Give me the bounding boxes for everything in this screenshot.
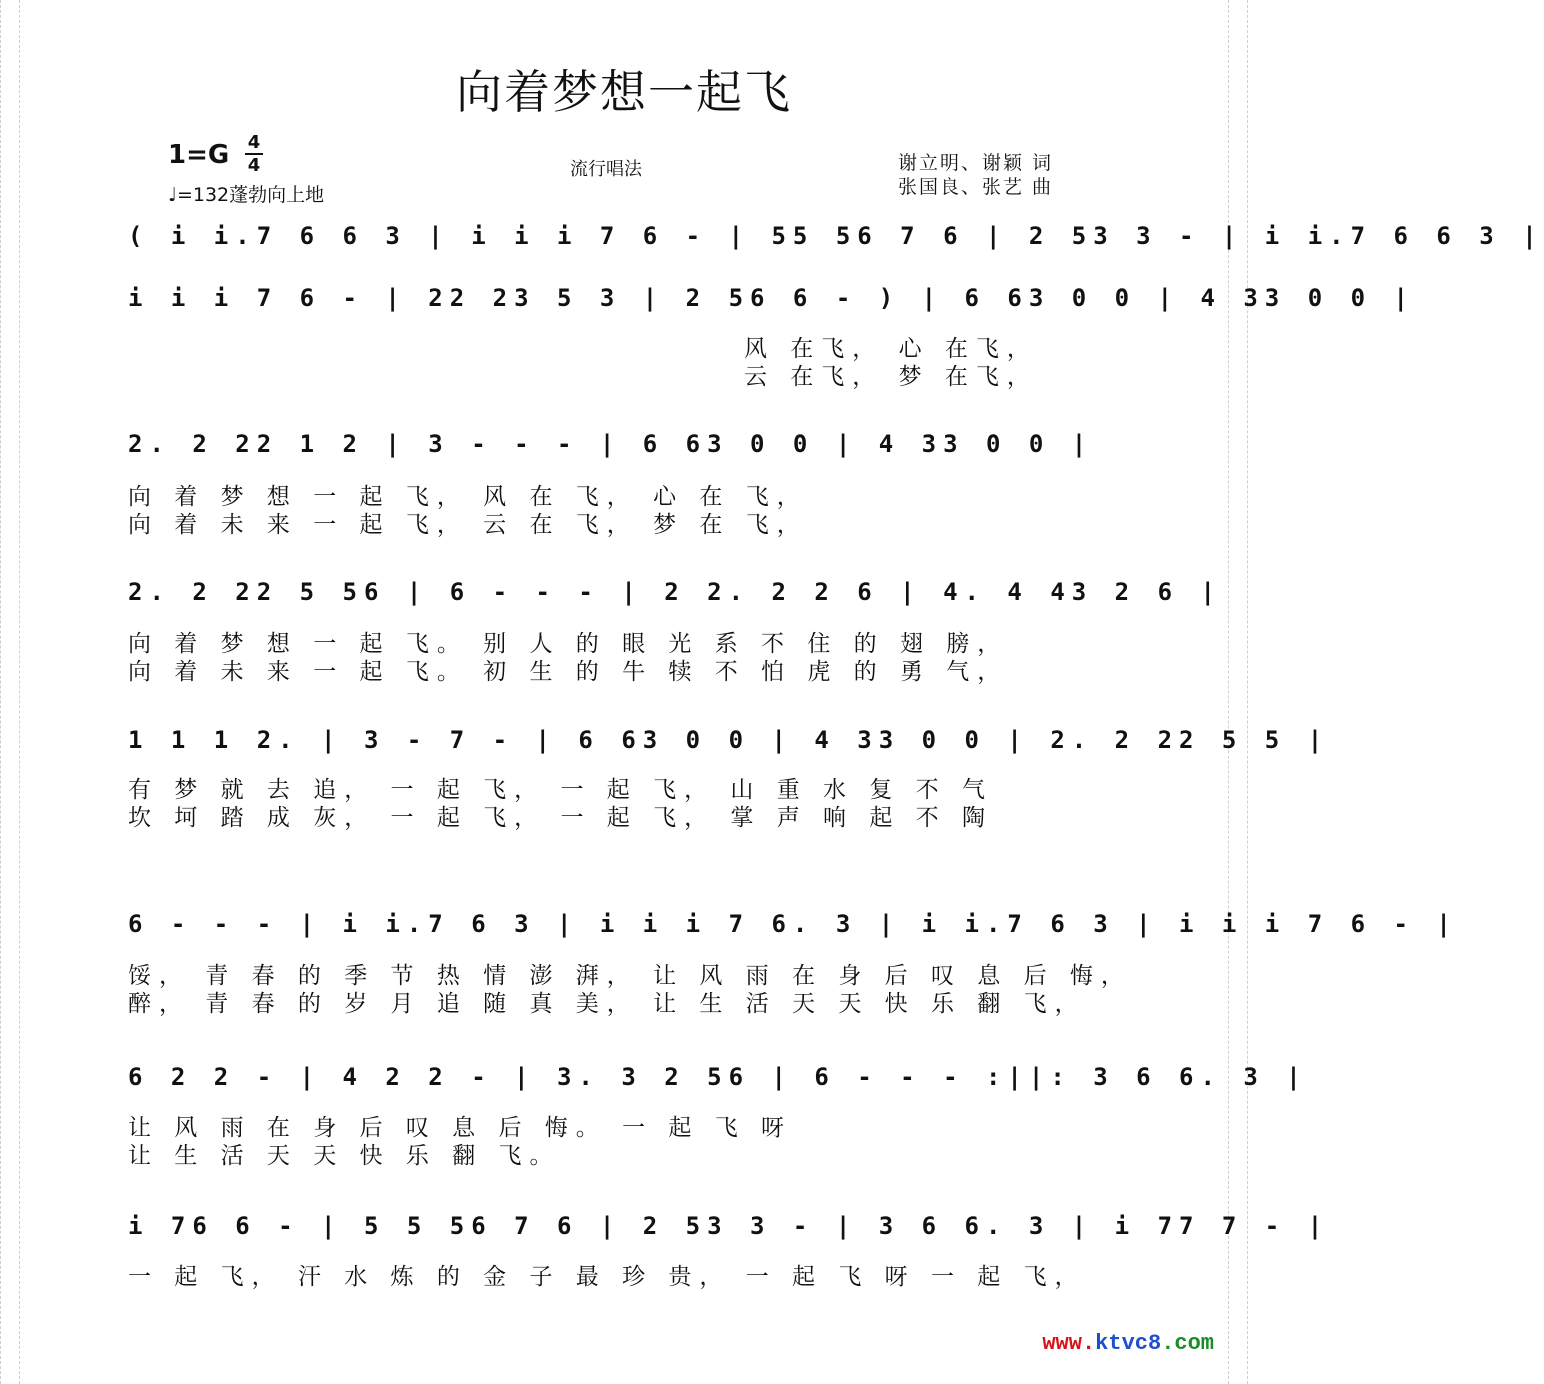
singing-style: 流行唱法 [570,159,642,180]
lyrics-system-6-verse-1: 馁， 青 春 的 季 节 热 情 澎 湃， 让 风 雨 在 身 后 叹 息 后 悔， [128,963,1132,989]
score-system-4: 2. 2 22 5 56 | 6 - - - | 2 2. 2 2 6 | 4. 4 43 2 6 | [128,578,1222,606]
lyrics-system-2-verse-2: 云 在飞， 梦 在飞， [744,364,1038,390]
lyrics-system-5-verse-2: 坎 坷 踏 成 灰， 一 起 飞， 一 起 飞， 掌 声 响 起 不 陶 [128,805,993,831]
lyrics-system-3-verse-1: 向 着 梦 想 一 起 飞， 风 在 飞， 心 在 飞， [128,484,808,510]
score-system-2: i i i 7 6 - | 22 23 5 3 | 2 56 6 - ) | 6 63 0 0 | 4 33 0 0 | [128,284,1415,312]
time-signature-top: 4 [247,132,261,153]
score-system-1: ( i i.7 6 6 3 | i i i 7 6 - | 55 56 7 6 | 2 53 3 - | i i.7 6 6 3 | [128,222,1544,250]
lyrics-system-5-verse-1: 有 梦 就 去 追， 一 起 飞， 一 起 飞， 山 重 水 复 不 气 [128,777,993,803]
key-signature: 1=G [168,140,230,170]
score-system-8: i 76 6 - | 5 5 56 7 6 | 2 53 3 - | 3 6 6. 3 | i 77 7 - | [128,1212,1330,1240]
right-margin-strip [1228,0,1248,1384]
lyrics-system-3-verse-2: 向 着 未 来 一 起 飞， 云 在 飞， 梦 在 飞， [128,512,808,538]
left-margin-strip [0,0,20,1384]
composer-credit: 张国良、张艺 曲 [898,176,1054,198]
lyrics-system-7-verse-1: 让 风 雨 在 身 后 叹 息 后 悔。 一 起 飞 呀 [128,1115,793,1141]
lyricist-credit: 谢立明、谢颖 词 [898,152,1054,174]
lyrics-system-6-verse-2: 醉， 青 春 的 岁 月 追 随 真 美， 让 生 活 天 天 快 乐 翻 飞， [128,991,1086,1017]
score-system-5: 1 1 1 2. | 3 - 7 - | 6 63 0 0 | 4 33 0 0 | 2. 2 22 5 5 | [128,726,1330,754]
score-system-3: 2. 2 22 1 2 | 3 - - - | 6 63 0 0 | 4 33 0 0 | [128,430,1094,458]
page-title: 向着梦想一起飞 [456,65,792,119]
watermark-part-2: ktvc8 [1095,1331,1162,1356]
watermark-part-1: www. [1042,1331,1096,1356]
watermark-part-3: .com [1161,1331,1214,1356]
time-signature [244,132,264,176]
lyrics-system-4-verse-1: 向 着 梦 想 一 起 飞。 别 人 的 眼 光 系 不 住 的 翅 膀， [128,631,1009,657]
score-system-6: 6 - - - | i i.7 6 3 | i i i 7 6. 3 | i i.7 6 3 | i i i 7 6 - | [128,910,1458,938]
time-signature-bottom: 4 [247,155,261,176]
score-system-7: 6 2 2 - | 4 2 2 - | 3. 3 2 56 | 6 - - - :||: 3 6 6. 3 | [128,1063,1308,1091]
lyrics-system-7-verse-2: 让 生 活 天 天 快 乐 翻 飞。 [128,1143,561,1169]
lyrics-system-8-verse-1: 一 起 飞， 汗 水 炼 的 金 子 最 珍 贵， 一 起 飞 呀 一 起 飞， [128,1264,1086,1290]
tempo-marking: ♩=132蓬勃向上地 [168,184,325,206]
site-watermark [1042,1331,1214,1356]
lyrics-system-2-verse-1: 风 在飞， 心 在飞， [744,336,1038,362]
lyrics-system-4-verse-2: 向 着 未 来 一 起 飞。 初 生 的 牛 犊 不 怕 虎 的 勇 气， [128,659,1009,685]
